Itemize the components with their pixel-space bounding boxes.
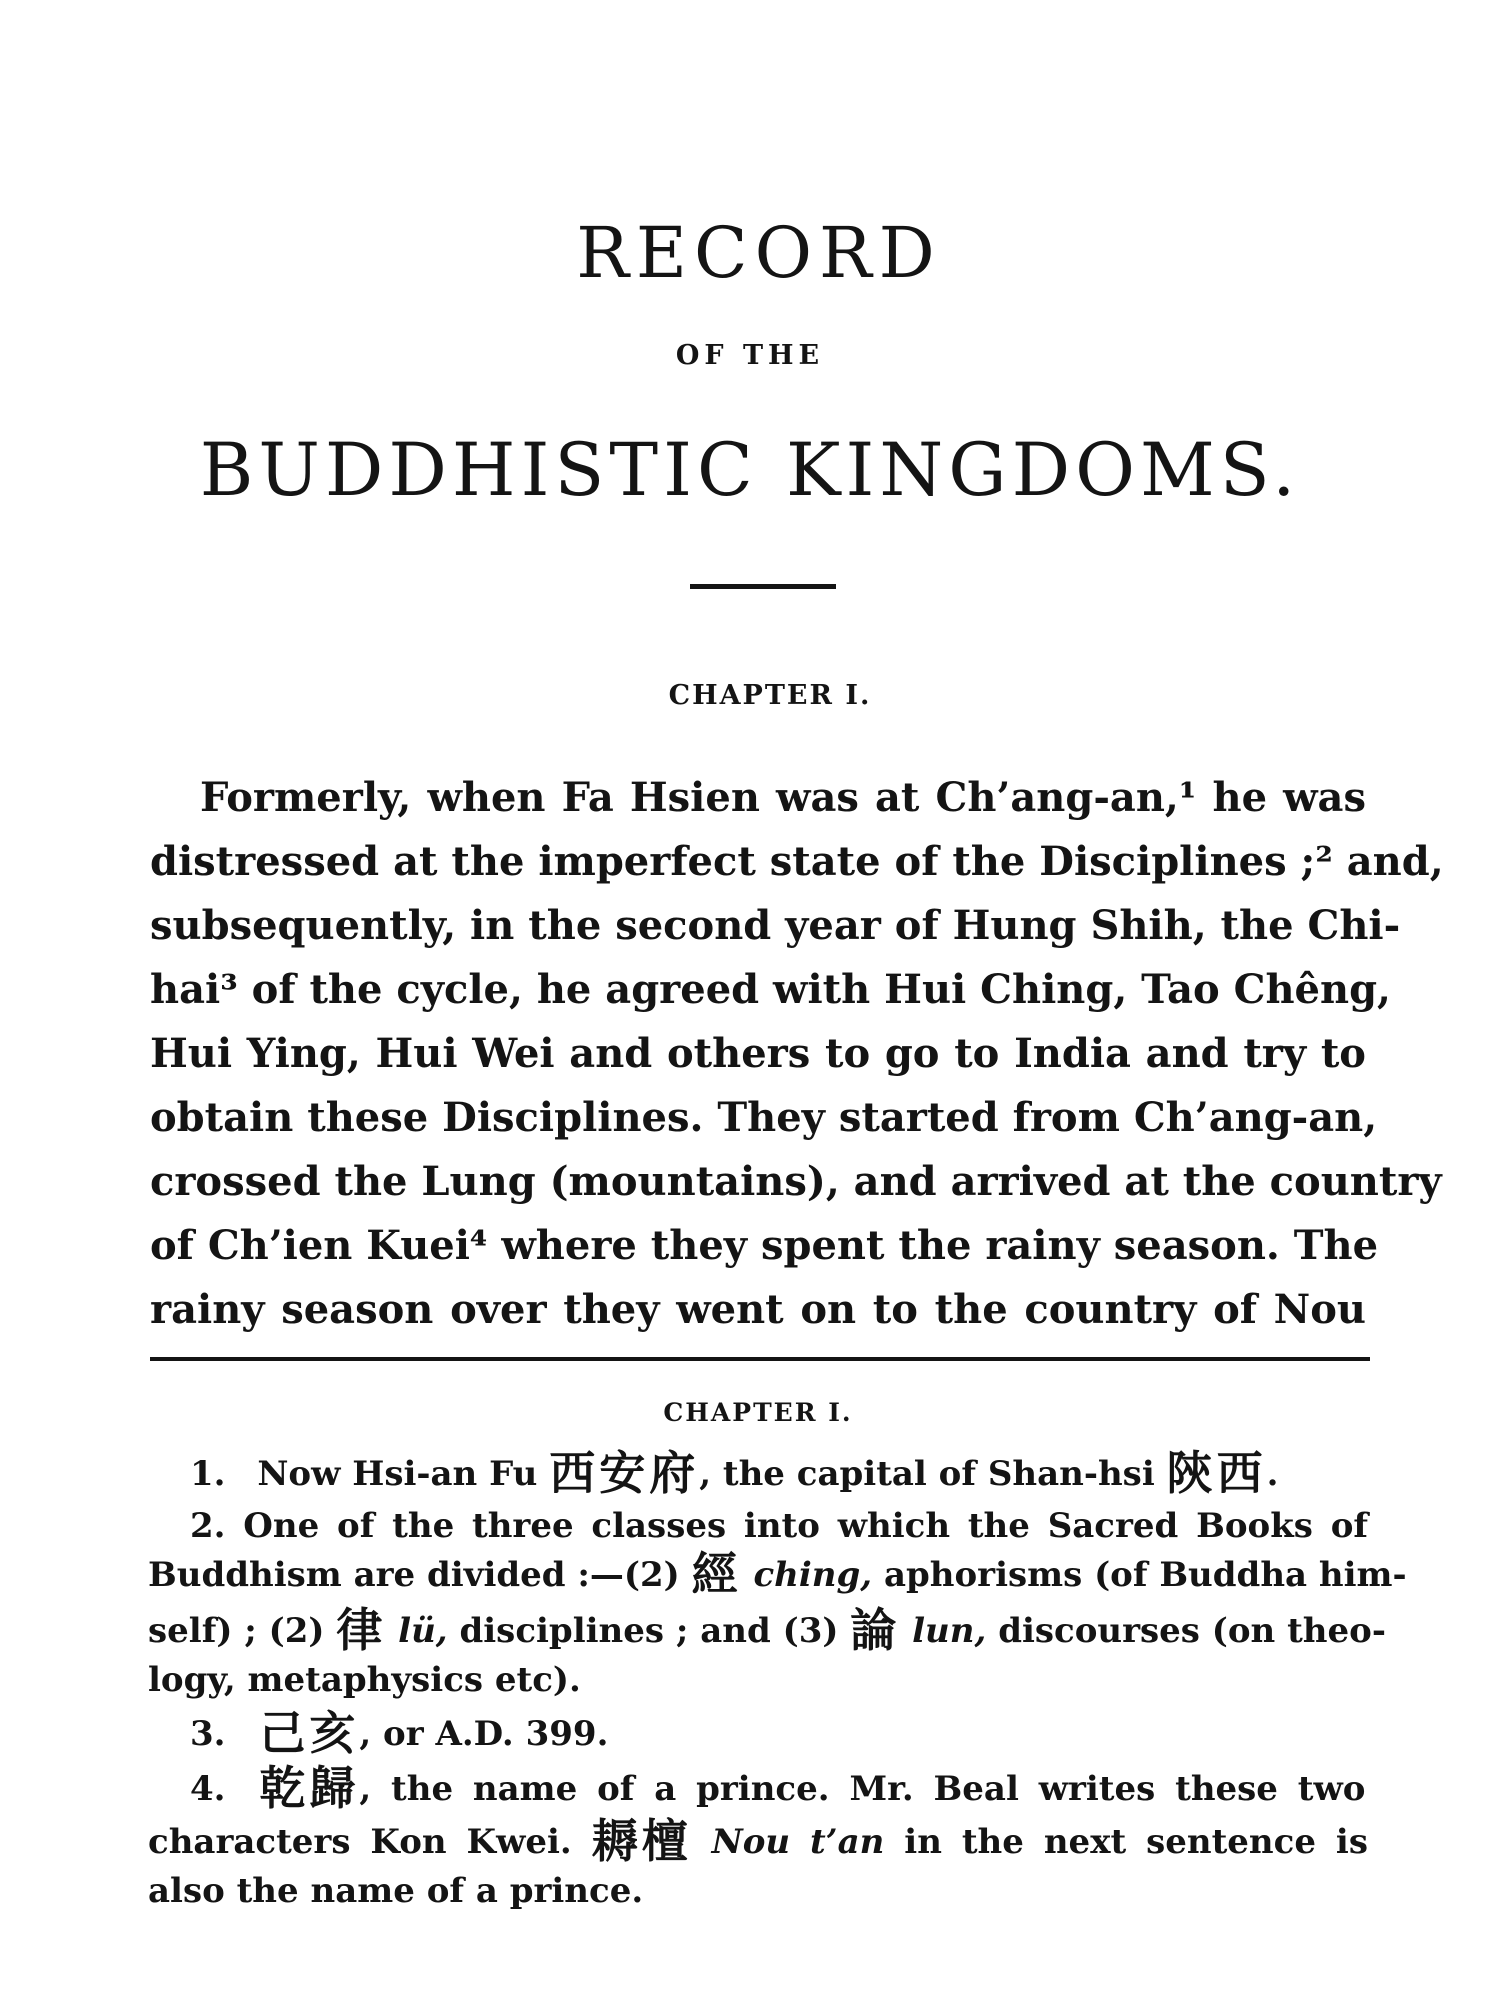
footnote-1-number: 1. xyxy=(190,1454,226,1494)
body-line-6: obtain these Disciplines. They started from Ch’ang-an, xyxy=(150,1094,1378,1141)
footnote-chapter-heading: CHAPTER I. xyxy=(663,1398,853,1427)
footnote-4-italic-noutan: Nou t’an xyxy=(711,1822,885,1862)
footnote-4-line-3: also the name of a prince. xyxy=(148,1871,644,1911)
footnote-2-line-3-post: discourses (on theo- xyxy=(998,1611,1386,1651)
footnote-2-line-2-post: aphorisms (of Buddha him- xyxy=(883,1555,1407,1595)
body-line-5: Hui Ying, Hui Wei and others to go to India and try to xyxy=(150,1030,1366,1077)
body-line-7: crossed the Lung (mountains), and arrived at the country xyxy=(150,1158,1442,1205)
body-line-1: Formerly, when Fa Hsien was at Ch’ang-an,¹ he was xyxy=(200,774,1366,821)
body-line-4: hai³ of the cycle, he agreed with Hui Ching, Tao Chêng, xyxy=(150,966,1391,1013)
footnote-1-text-pre: Now Hsi-an Fu xyxy=(257,1454,538,1494)
footnote-2-chinese-ching: 經 xyxy=(691,1547,742,1601)
title-divider xyxy=(690,584,836,589)
footnote-2-line-2 xyxy=(148,1547,1407,1601)
title-of-the: OF THE xyxy=(675,340,825,371)
footnote-3-number: 3. xyxy=(190,1714,226,1754)
footnote-2-line-3-mid: disciplines ; and (3) xyxy=(459,1611,839,1651)
body-line-9: rainy season over they went on to the country of Nou xyxy=(150,1286,1366,1333)
title-buddhistic-kingdoms: BUDDHISTIC KINGDOMS. xyxy=(199,428,1301,513)
footnote-1 xyxy=(190,1447,1368,1499)
footnote-3 xyxy=(190,1707,1368,1759)
title-record: RECORD xyxy=(576,212,942,294)
body-line-2: distressed at the imperfect state of the Disciplines ;² and, xyxy=(150,838,1444,885)
body-line-3: subsequently, in the second year of Hung Shih, the Chi- xyxy=(150,902,1401,949)
footnote-4-chinese-qiangui: 乾歸 xyxy=(259,1761,360,1815)
footnote-4-line-1 xyxy=(190,1762,1368,1814)
footnote-2-line-3 xyxy=(148,1603,1386,1657)
footnote-1-chinese-xianfu: 西安府 xyxy=(549,1446,700,1500)
footnote-2-italic-lu: lü, xyxy=(398,1611,448,1651)
footnote-2-line-1: 2. One of the three classes into which the Sacred Books of xyxy=(190,1506,1368,1546)
footnote-4-text: , the name of a prince. Mr. Beal writes these two xyxy=(359,1769,1366,1809)
footnote-3-text: , or A.D. 399. xyxy=(359,1714,609,1754)
footnote-3-chinese-jihai: 己亥 xyxy=(259,1706,360,1760)
footnote-4-line-2-pre: characters Kon Kwei. xyxy=(148,1822,572,1862)
footnote-2-line-4: logy, metaphysics etc). xyxy=(148,1660,581,1700)
footnote-divider xyxy=(150,1357,1370,1361)
footnote-1-text-mid: , the capital of Shan-hsi xyxy=(699,1454,1155,1494)
footnote-4-line-2 xyxy=(148,1815,1368,1867)
footnote-4-chinese-noutan: 耨檀 xyxy=(591,1814,692,1868)
footnote-1-text-end: . xyxy=(1266,1454,1279,1494)
footnote-4-line-2-post: in the next sentence is xyxy=(904,1822,1368,1862)
footnote-4-number: 4. xyxy=(190,1769,226,1809)
footnote-2-line-2-pre: Buddhism are divided :—(2) xyxy=(148,1555,680,1595)
footnote-2-chinese-lu: 律 xyxy=(336,1603,387,1657)
footnote-2-line-3-pre: self) ; (2) xyxy=(148,1611,325,1651)
footnote-2-italic-ching: ching, xyxy=(753,1555,873,1595)
chapter-heading: CHAPTER I. xyxy=(668,680,872,711)
footnote-2-chinese-lun: 論 xyxy=(850,1603,901,1657)
body-line-8: of Ch’ien Kuei⁴ where they spent the rainy season. The xyxy=(150,1222,1379,1269)
footnote-2-italic-lun: lun, xyxy=(912,1611,987,1651)
footnote-1-chinese-shanxi: 陝西 xyxy=(1166,1446,1267,1500)
